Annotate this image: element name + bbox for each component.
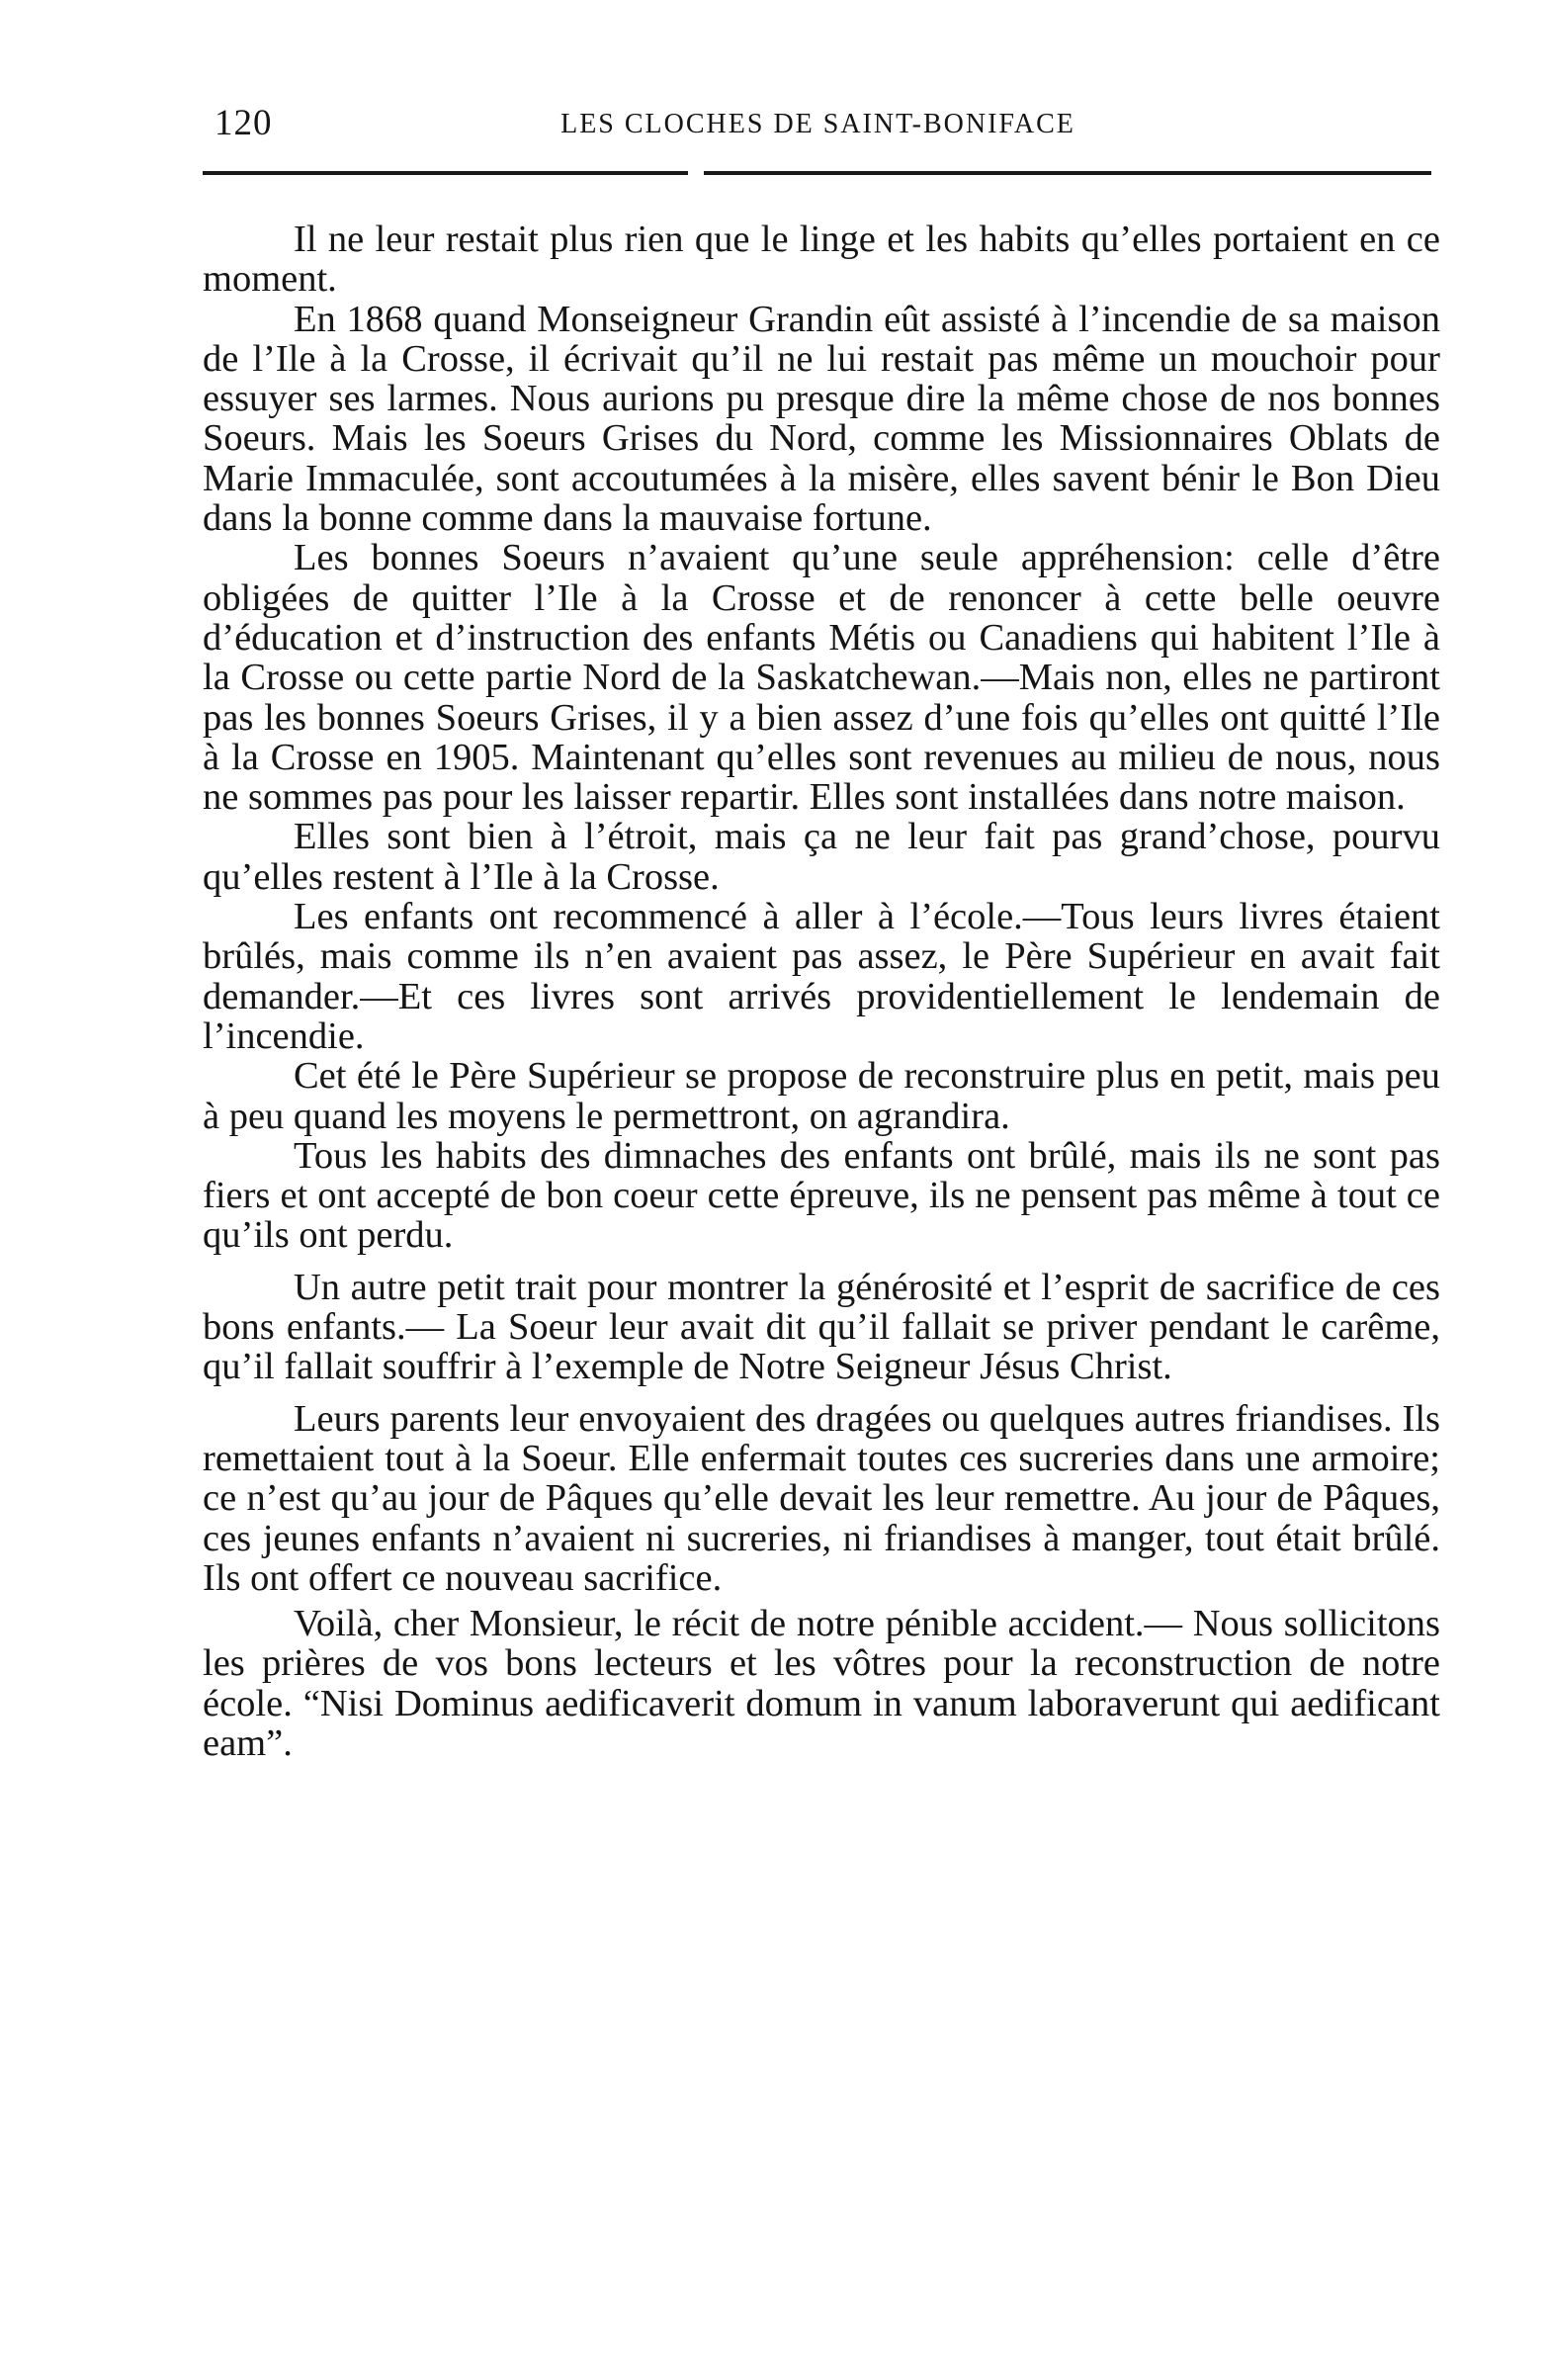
body-text bbox=[203, 220, 1440, 1763]
paragraph: Leurs parents leur envoyaient des dragées ou quelques autres friandises. Ils remettaient tout à la Soeur. Elle enfermait toutes ces sucreries dans une armoire; ce n’est qu’au jour de Pâques qu’elle devait les leur remettre. Au jour de Pâques, ces jeunes enfants n’avaient ni sucreries, ni friandises à manger, tout était brûlé. Ils ont offert ce nouveau sacrifice. bbox=[203, 1397, 1440, 1599]
paragraph: Il ne leur restait plus rien que le linge et les habits qu’elles portaient en ce moment. bbox=[203, 219, 1440, 301]
running-head bbox=[203, 99, 1433, 158]
header-rule-break bbox=[688, 168, 704, 178]
paragraph: Les enfants ont recommencé à aller à l’école.—Tous leurs livres étaient brûlés, mais comme ils n’en avaient pas assez, le Père Supérieur en avait fait demander.—Et ces livres sont arrivés providentiellement le lendemain de l’incendie. bbox=[203, 896, 1440, 1057]
paragraph: Cet été le Père Supérieur se propose de reconstruire plus en petit, mais peu à peu quand les moyens le permettront, on agrandira. bbox=[203, 1055, 1440, 1137]
paragraph: En 1868 quand Monseigneur Grandin eût assisté à l’incendie de sa maison de l’Ile à la Crosse, il écrivait qu’il ne lui restait pas même un mouchoir pour essuyer ses larmes. Nous aurions pu presque dire la même chose de nos bonnes Soeurs. Mais les Soeurs Grises du Nord, comme les Missionnaires Oblats de Marie Immaculée, sont accoutumées à la misère, elles savent bénir le Bon Dieu dans la bonne comme dans la mauvaise fortune. bbox=[203, 298, 1440, 540]
header-rule bbox=[203, 171, 1431, 175]
paragraph: Elles sont bien à l’étroit, mais ça ne leur fait pas grand’chose, pourvu qu’elles restent à l’Ile à la Crosse. bbox=[203, 816, 1440, 898]
paragraph: Voilà, cher Monsieur, le récit de notre pénible accident.— Nous sollicitons les prières de vos bons lecteurs et les vôtres pour la reconstruction de notre école. “Nisi Dominus aedificaverit domum in vanum laboraverunt qui aedificant eam”. bbox=[203, 1603, 1440, 1764]
paragraph: Les bonnes Soeurs n’avaient qu’une seule appréhension: celle d’être obligées de quitter l’Ile à la Crosse et de renoncer à cette belle oeuvre d’éducation et d’instruction des enfants Métis ou Canadiens qui habitent l’Ile à la Crosse ou cette partie Nord de la Saskatchewan.—Mais non, elles ne partiront pas les bonnes Soeurs Grises, il y a bien assez d’une fois qu’elles ont quitté l’Ile à la Crosse en 1905. Maintenant qu’elles sont revenues au milieu de nous, nous ne sommes pas pour les laisser repartir. Elles sont installées dans notre maison. bbox=[203, 537, 1440, 819]
paragraph: Un autre petit trait pour montrer la générosité et l’esprit de sacrifice de ces bons enfants.— La Soeur leur avait dit qu’il fallait se priver pendant le carême, qu’il fallait souffrir à l’exemple de Notre Seigneur Jésus Christ. bbox=[203, 1266, 1440, 1388]
running-title: LES CLOCHES DE SAINT-BONIFACE bbox=[560, 109, 1075, 139]
page-number: 120 bbox=[215, 103, 273, 143]
paragraph: Tous les habits des dimnaches des enfants ont brûlé, mais ils ne sont pas fiers et ont accepté de bon coeur cette épreuve, ils ne pensent pas même à tout ce qu’ils ont perdu. bbox=[203, 1134, 1440, 1257]
